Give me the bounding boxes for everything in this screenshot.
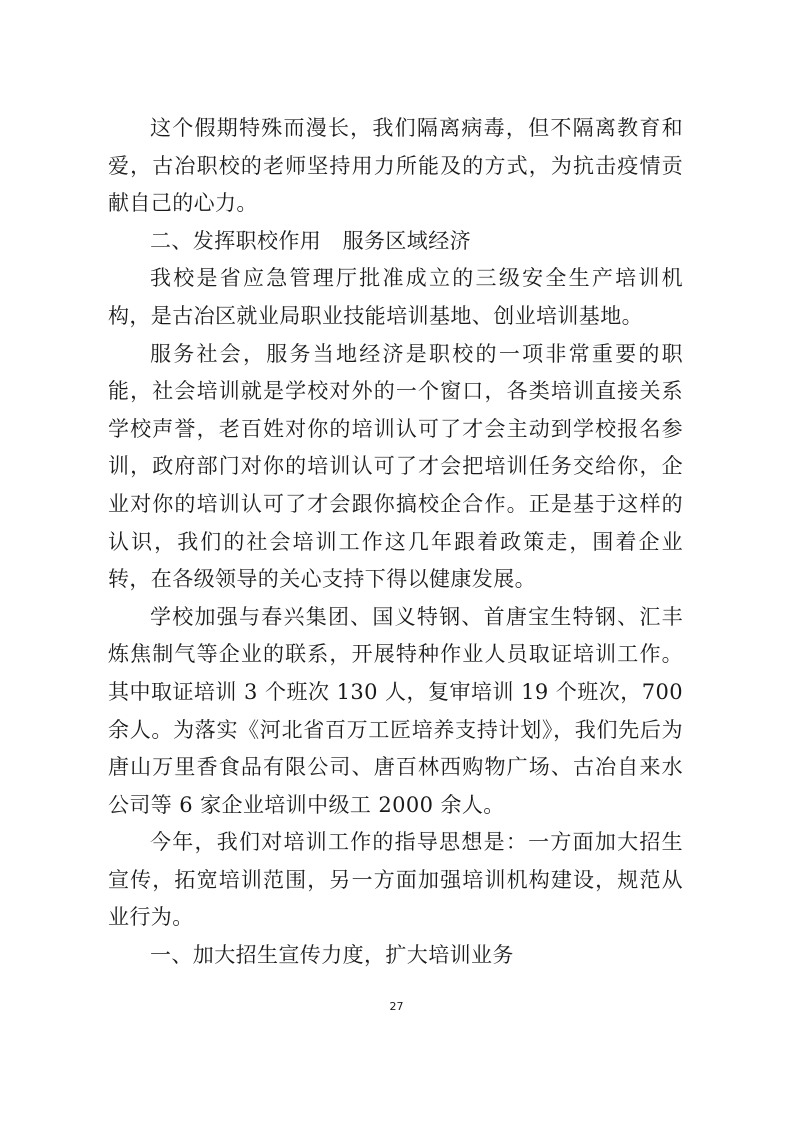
section-heading-serve-regional-economy: 二、发挥职校作用 服务区域经济: [150, 228, 471, 253]
paragraph-enterprise-training: 学校加强与春兴集团、国义特钢、首唐宝生特钢、汇丰炼焦制气等企业的联系，开展特种作业人员取证培训工作。其中取证培训 3 个班次 130 人，复审培训 19 个班次，700 余人。为落实《河北省百万工匠培养支持计划》，我们先后为唐山万里香食品有限公司、唐百林西购物广场、古冶自来水公司等 6 家企业培训中级工 2000 余人。: [108, 604, 691, 817]
paragraph-social-service: 服务社会，服务当地经济是职校的一项非常重要的职能，社会培训就是学校对外的一个窗口，各类培训直接关系学校声誉，老百姓对你的培训认可了才会主动到学校报名参训，政府部门对你的培训认可了才会把培训任务交给你，企业对你的培训认可了才会跟你搞校企合作。正是基于这样的认识，我们的社会培训工作这几年跟着政策走，围着企业转，在各级领导的关心支持下得以健康发展。: [108, 341, 683, 592]
paragraph-guiding-thought: 今年，我们对培训工作的指导思想是：一方面加大招生宣传，拓宽培训范围，另一方面加强培训机构建设，规范从业行为。: [108, 830, 683, 930]
paragraph-epidemic-dedication: 这个假期特殊而漫长，我们隔离病毒，但不隔离教育和爱，古冶职校的老师坚持用力所能及的方式，为抗击疫情贡献自己的心力。: [108, 116, 683, 216]
document-body: [108, 110, 691, 975]
paragraph-training-institution: 我校是省应急管理厅批准成立的三级安全生产培训机构，是古冶区就业局职业技能培训基地、创业培训基地。: [108, 266, 683, 328]
section-heading-enrollment-promotion: 一、加大招生宣传力度，扩大培训业务: [150, 943, 514, 968]
page-number: 27: [389, 1000, 404, 1013]
